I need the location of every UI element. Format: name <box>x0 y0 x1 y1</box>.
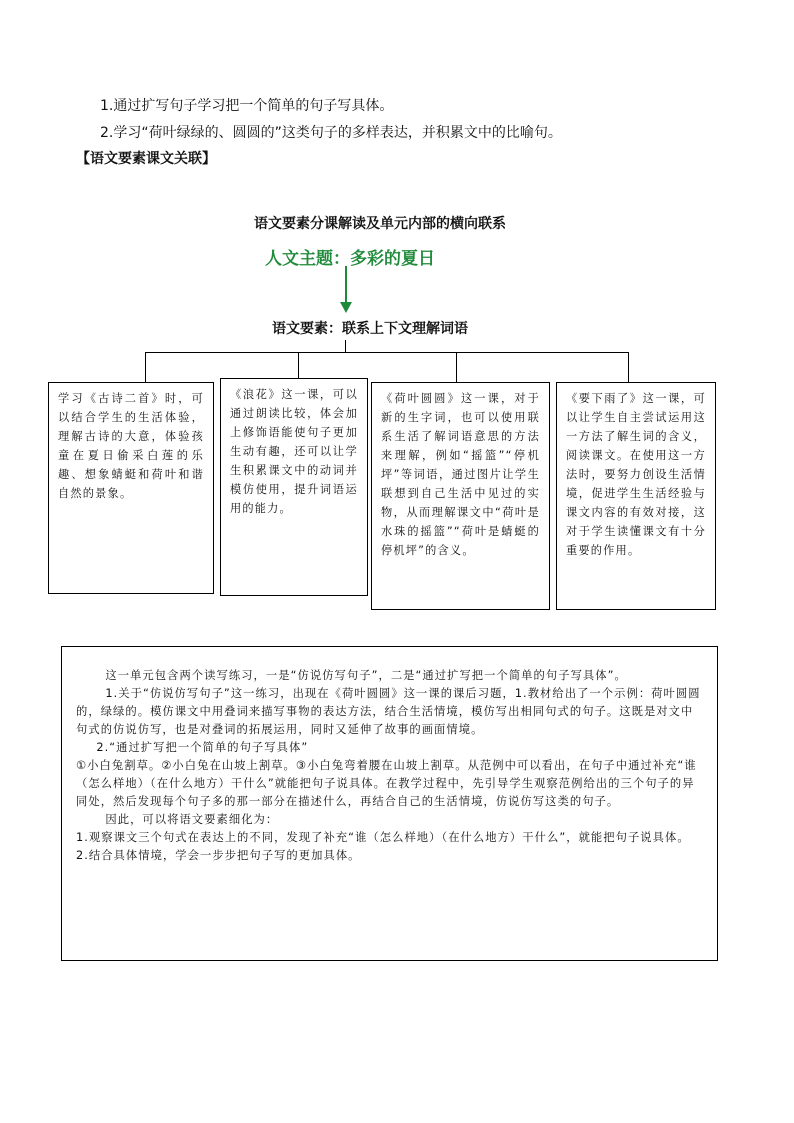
summary-paragraph: 1.观察课文三个句式在表达上的不同，发现了补充“谁（怎么样地）（在什么地方）干什么”，就能把句子说具体。 <box>76 831 690 844</box>
objective-2: 2.学习“荷叶绿绿的、圆圆的”这类句子的多样表达，并积累文中的比喻句。 <box>100 125 562 141</box>
summary-box <box>61 646 718 961</box>
card-yaoxiayule: 《要下雨了》这一课，可以让学生自主尝试运用这一方法了解生词的含义，阅读课文。在使用这一方法时，要努力创设生活情境，促进学生生活经验与课文内容的有效对接，这对于学生读懂课文有十分重要的作用。 <box>556 382 716 610</box>
connector-bar <box>145 352 629 353</box>
humanistic-theme: 人文主题：多彩的夏日 <box>265 249 435 269</box>
section-heading: 【语文要素课文关联】 <box>76 151 216 167</box>
diagram-title: 语文要素分课解读及单元内部的横向联系 <box>254 216 506 232</box>
card-langhua: 《浪花》这一课，可以通过朗读比较，体会加上修饰语能使句子更加生动有趣，还可以让学生积累课文中的动词并模仿使用，提升词语运用的能力。 <box>220 378 368 596</box>
summary-paragraph: 2.“通过扩写把一个简单的句子写具体” <box>96 741 309 754</box>
down-arrow-icon <box>338 266 354 316</box>
objective-1: 1.通过扩写句子学习把一个简单的句子写具体。 <box>100 98 394 114</box>
connector-drop-1 <box>145 352 146 382</box>
summary-paragraph: 因此，可以将语文要素细化为： <box>105 813 279 826</box>
summary-paragraph: ①小白兔割草。②小白兔在山坡上割草。③小白兔弯着腰在山坡上割草。从范例中可以看出，在句子中通过补充“谁（怎么样地）（在什么地方）干什么”就能把句子说具体。在教学过程中，先引导学生观察范例给出的三个句子的异同处，然后发现每个句子多的那一部分在描述什么，再结合自己的生活情境，仿说仿写这类的句子。 <box>76 759 697 808</box>
summary-paragraph: 这一单元包含两个读写练习，一是“仿说仿写句子”，二是“通过扩写把一个简单的句子写具体”。 <box>105 669 627 682</box>
summary-paragraph: 2.结合具体情境，学会一步步把句子写的更加具体。 <box>76 849 361 862</box>
connector-drop-3 <box>456 352 457 382</box>
connector-drop-4 <box>628 352 629 382</box>
card-gushi: 学习《古诗二首》时，可以结合学生的生活体验，理解古诗的大意，体验孩童在夏日偷采白莲的乐趣、想象蜻蜓和荷叶和谐自然的景象。 <box>48 382 214 594</box>
card-heyeyuanyuan: 《荷叶圆圆》这一课，对于新的生字词，也可以使用联系生活了解词语意思的方法来理解，例如“摇篮”“停机坪”等词语，通过图片让学生联想到自己生活中见过的实物，从而理解课文中“荷叶是水珠的摇篮”“荷叶是蜻蜓的停机坪”的含义。 <box>371 382 550 610</box>
summary-paragraph: 1.关于“仿说仿写句子”这一练习，出现在《荷叶圆圆》这一课的课后习题，1.教材给出了一个示例：荷叶圆圆的，绿绿的。模仿课文中用叠词来描写事物的表达方法，结合生活情境，模仿写出相同句式的句子。这既是对文中句式的仿说仿写，也是对叠词的拓展运用，同时又延伸了故事的画面情境。 <box>76 687 701 736</box>
language-element: 语文要素：联系上下文理解词语 <box>272 321 468 337</box>
connector-drop-2 <box>298 352 299 378</box>
